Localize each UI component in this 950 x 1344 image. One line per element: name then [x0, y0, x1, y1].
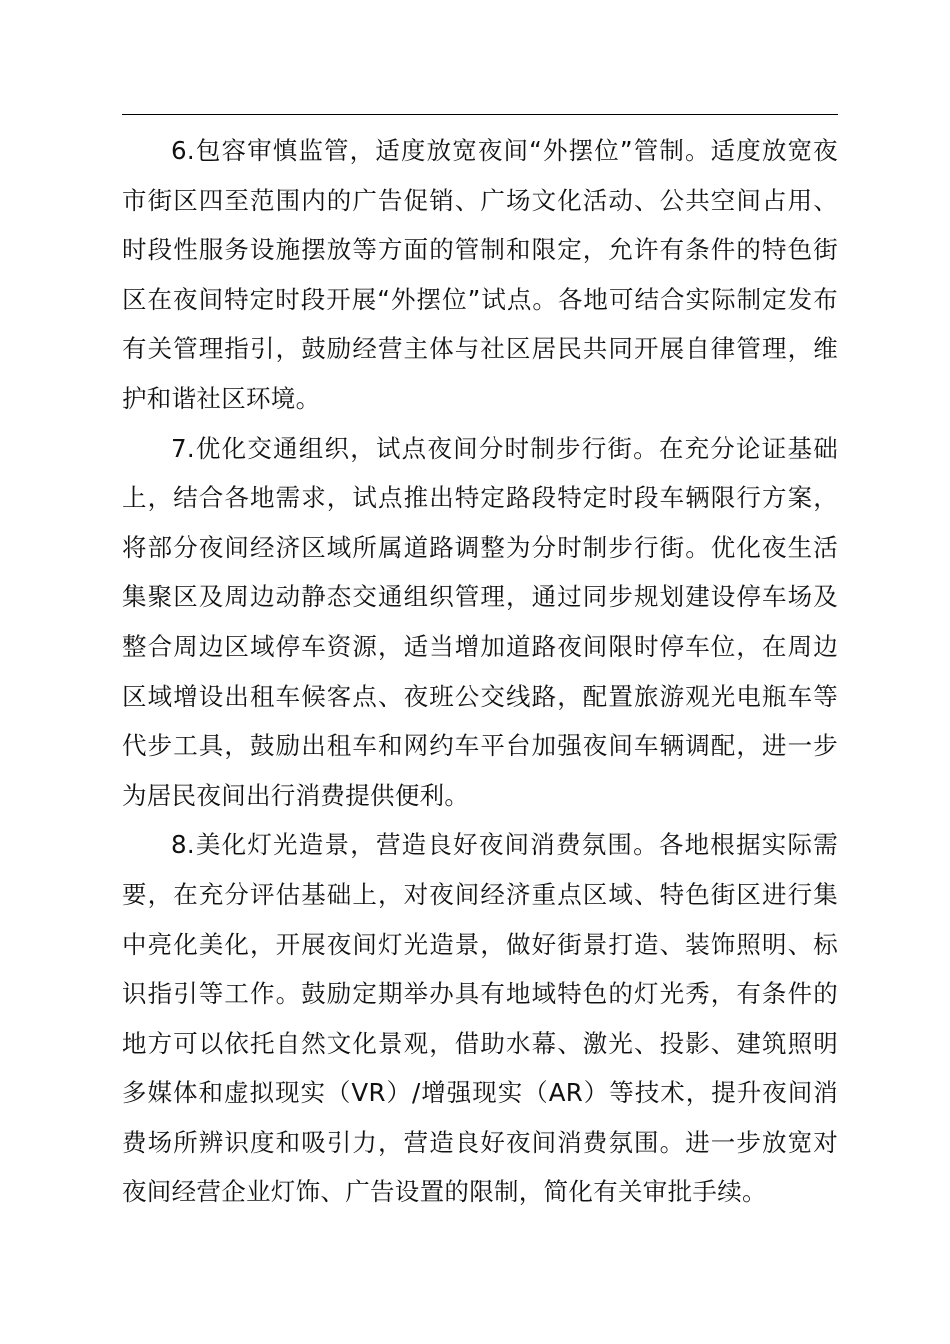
paragraph-item-6: 6.包容审慎监管，适度放宽夜间“外摆位”管制。适度放宽夜市街区四至范围内的广告促销、广场文化活动、公共空间占用、时段性服务设施摆放等方面的管制和限定，允许有条件的特色街区在夜间特定时段开展“外摆位”试点。各地可结合实际制定发布有关管理指引，鼓励经营主体与社区居民共同开展自律管理，维护和谐社区环境。: [122, 136, 838, 413]
header-rule: [122, 114, 838, 115]
paragraph-item-8: 8.美化灯光造景，营造良好夜间消费氛围。各地根据实际需要，在充分评估基础上，对夜间经济重点区域、特色街区进行集中亮化美化，开展夜间灯光造景，做好街景打造、装饰照明、标识指引等工作。鼓励定期举办具有地域特色的灯光秀，有条件的地方可以依托自然文化景观，借助水幕、激光、投影、建筑照明多媒体和虚拟现实（VR）/增强现实（AR）等技术，提升夜间消费场所辨识度和吸引力，营造良好夜间消费氛围。进一步放宽对夜间经营企业灯饰、广告设置的限制，简化有关审批手续。: [122, 830, 838, 1207]
document-body: [122, 126, 838, 1217]
paragraph-item-7: 7.优化交通组织，试点夜间分时制步行街。在充分论证基础上，结合各地需求，试点推出特定路段特定时段车辆限行方案，将部分夜间经济区域所属道路调整为分时制步行街。优化夜生活集聚区及周边动静态交通组织管理，通过同步规划建设停车场及整合周边区域停车资源，适当增加道路夜间限时停车位，在周边区域增设出租车候客点、夜班公交线路，配置旅游观光电瓶车等代步工具，鼓励出租车和网约车平台加强夜间车辆调配，进一步为居民夜间出行消费提供便利。: [122, 433, 838, 810]
